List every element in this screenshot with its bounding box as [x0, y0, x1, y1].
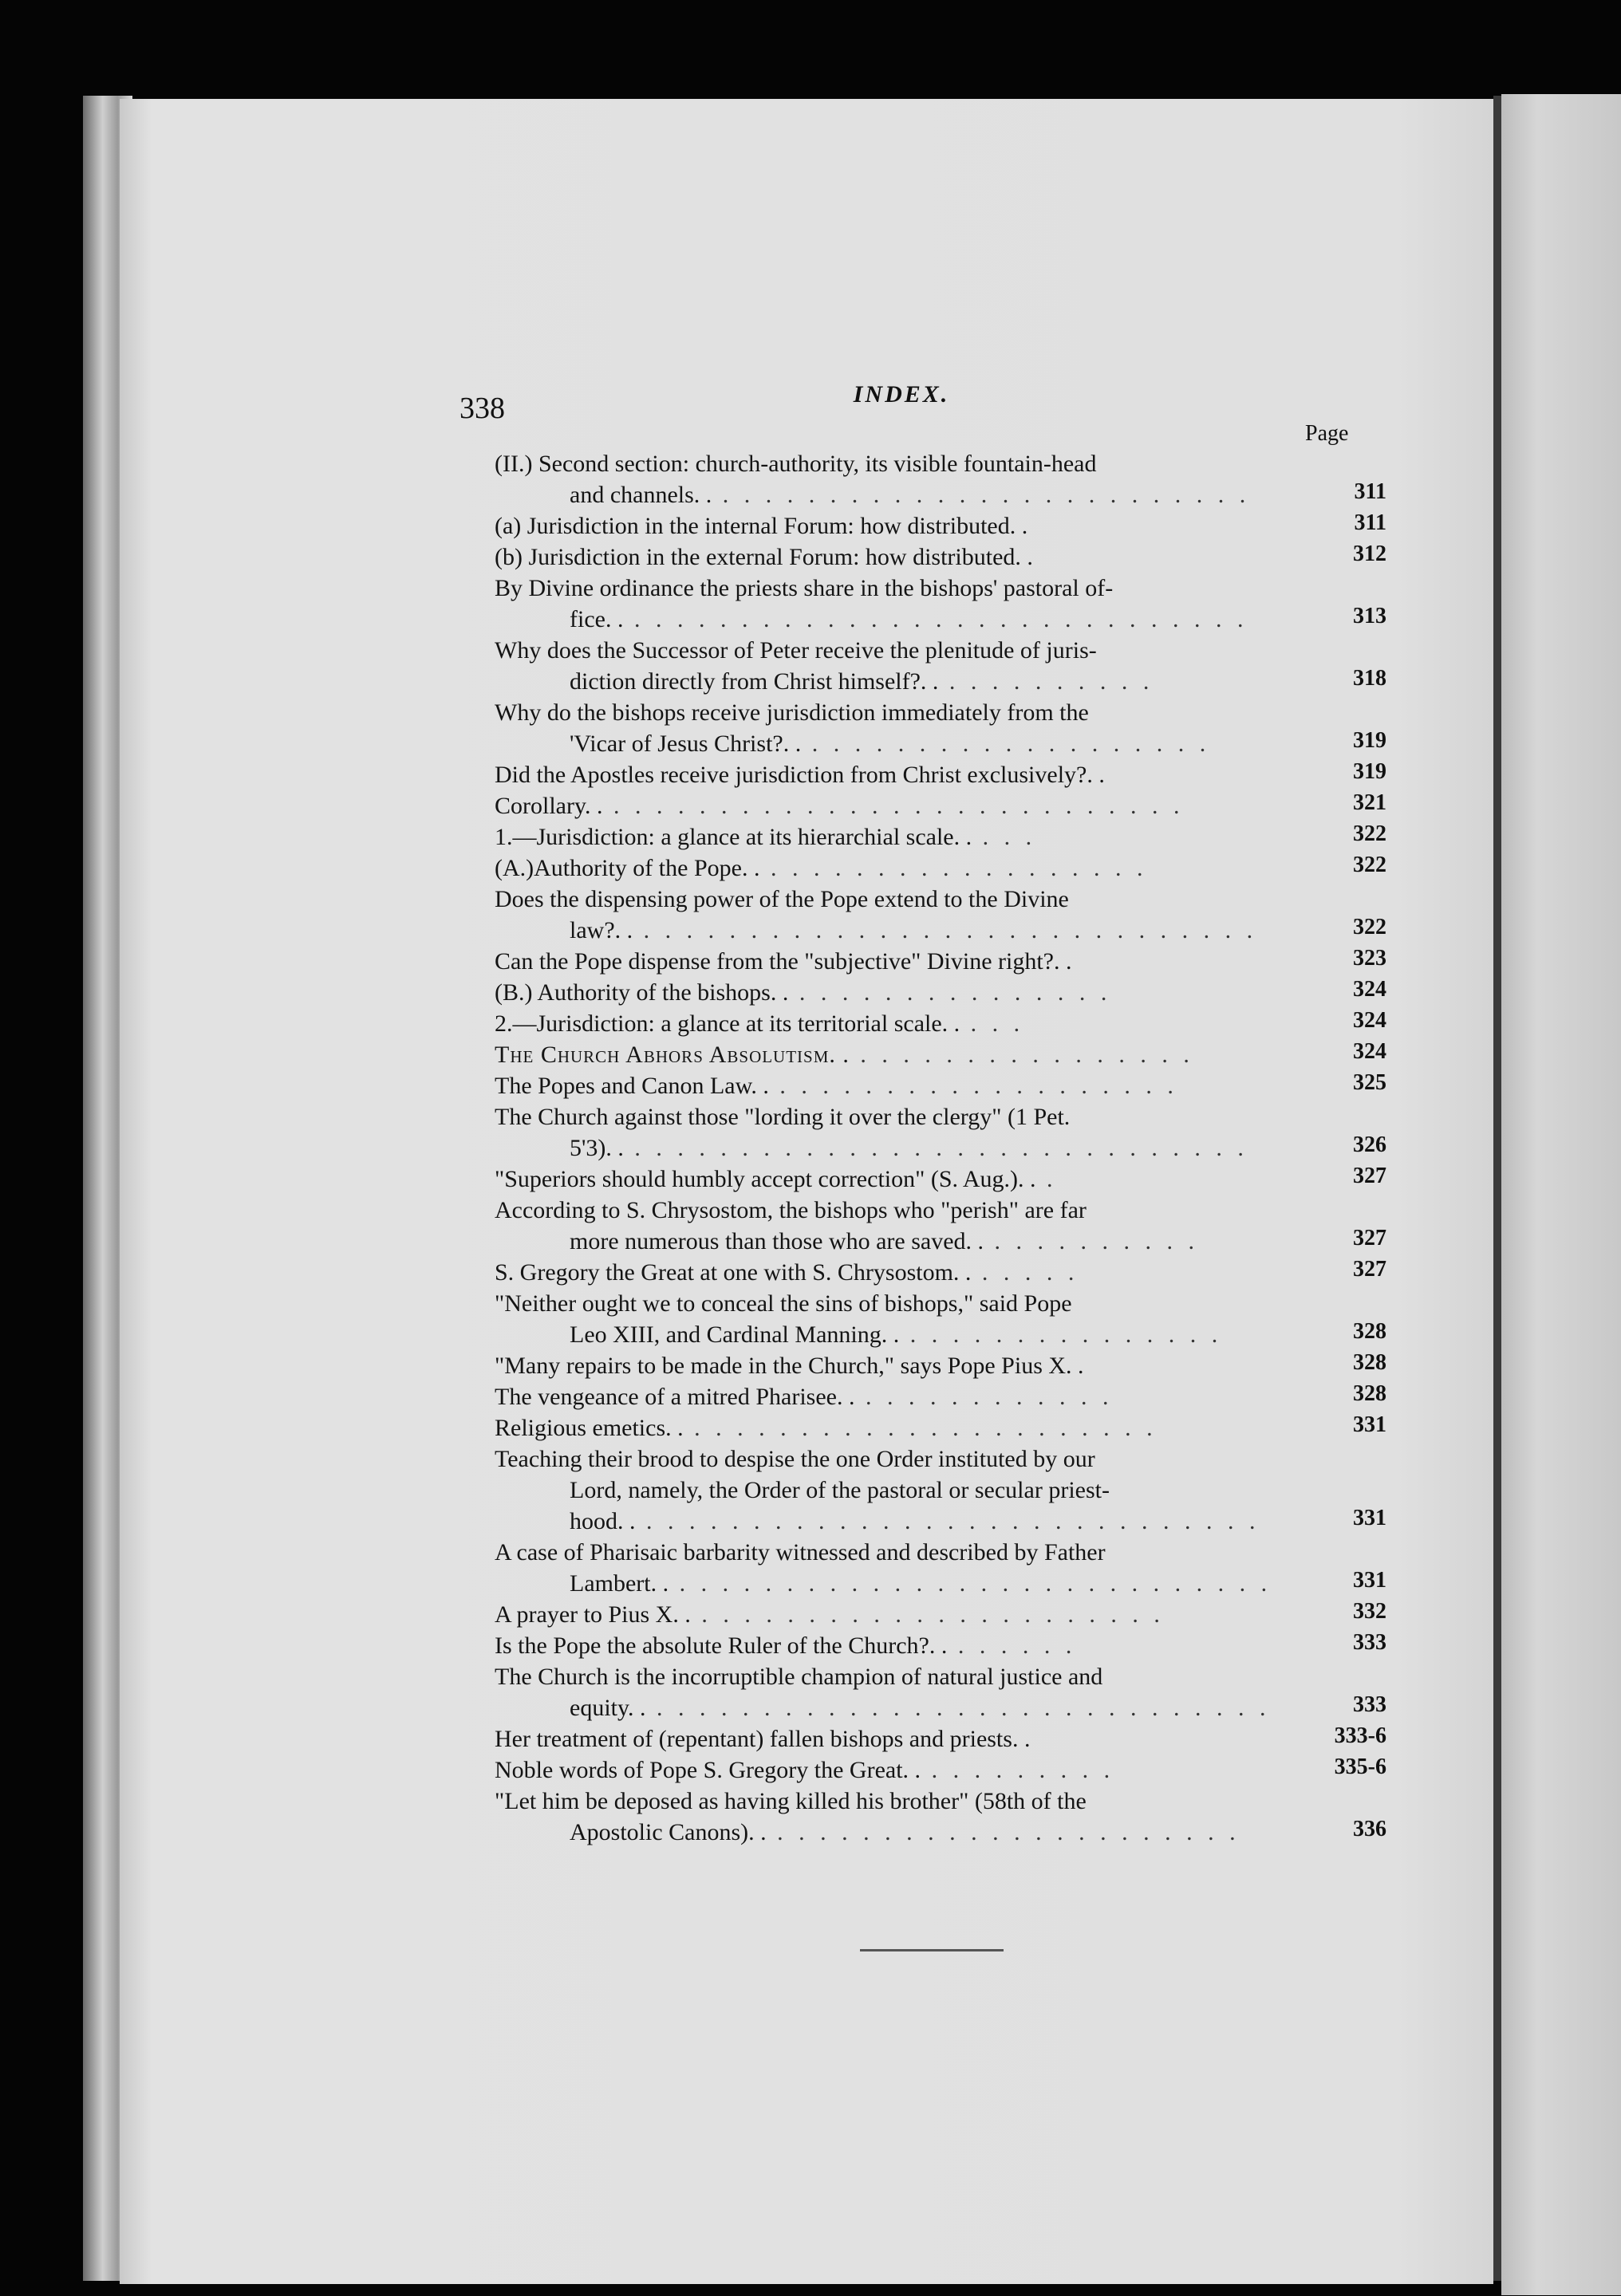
running-head: INDEX. — [853, 381, 950, 408]
index-entry — [495, 542, 1388, 573]
entry-page-number: 319 — [1353, 728, 1386, 753]
index-entry — [495, 1350, 1388, 1381]
page-column-label: Page — [1305, 421, 1349, 446]
entry-title: Why does the Successor of Peter receive the plenitude of juris- — [495, 637, 1097, 664]
entry-page-number: 324 — [1353, 1008, 1386, 1033]
entry-title: Does the dispensing power of the Pope extend to the Divine — [495, 886, 1069, 912]
dot-leader: . . . . . . . . . . . . — [854, 1384, 1114, 1410]
index-entries — [495, 448, 1388, 1848]
entry-title: "Let him be deposed as having killed his brother" (58th of the — [495, 1788, 1087, 1814]
entry-title: "Superiors should humbly accept correction" (S. Aug.). . . — [495, 1166, 1058, 1192]
entry-title: The Church against those "lording it over the clergy" (1 Pet. — [495, 1104, 1071, 1130]
index-entry — [495, 1537, 1388, 1599]
index-entry — [495, 1257, 1388, 1288]
dot-leader: . . . . . . . . . . — [938, 668, 1154, 695]
index-entry — [495, 635, 1388, 697]
entry-continuation: 'Vicar of Jesus Christ?. . . . . . . . . . . . . . . . . . . . . — [570, 731, 1211, 757]
index-entry — [495, 1039, 1388, 1070]
index-entry — [495, 1599, 1388, 1630]
entry-page-number: 327 — [1353, 1164, 1386, 1188]
entry-page-number: 324 — [1353, 977, 1386, 1002]
entry-page-number: 311 — [1354, 510, 1386, 535]
end-rule — [860, 1949, 1004, 1951]
entry-page-number: 312 — [1353, 542, 1386, 566]
entry-title: By Divine ordinance the priests share in the bishops' pastoral of- — [495, 575, 1114, 601]
index-entry — [495, 884, 1388, 946]
index-entry — [495, 1101, 1388, 1164]
entry-page-number: 328 — [1353, 1319, 1386, 1344]
dot-leader: . . . . . . . . . . — [984, 1228, 1200, 1254]
entry-title: Why do the bishops receive jurisdiction immediately from the — [495, 699, 1089, 726]
entry-page-number: 327 — [1353, 1257, 1386, 1282]
index-entry — [495, 1288, 1388, 1350]
entry-page-number: 325 — [1353, 1070, 1386, 1095]
entry-title: Teaching their brood to despise the one Order instituted by our — [495, 1446, 1095, 1472]
entry-title: The Church is the incorruptible champion of natural justice and — [495, 1664, 1103, 1690]
dot-leader: . . . . . . . . . . . . . . . . — [849, 1042, 1194, 1068]
entry-continuation: Lord, namely, the Order of the pastoral or secular priest- — [570, 1477, 1110, 1503]
entry-page-number: 336 — [1353, 1817, 1386, 1841]
entry-continuation: equity. . . . . . . . . . . . . . . . . . . . . . . . . . . . . . . — [570, 1695, 1271, 1721]
dot-leader: . . . . . . . . . . . . . . . . . . . . . . . . . . . . . — [635, 1508, 1260, 1534]
index-entry — [495, 1723, 1388, 1754]
entry-title: The vengeance of a mitred Pharisee. . . . . . . . . . . . . . — [495, 1384, 1114, 1410]
entry-page-number: 333-6 — [1334, 1723, 1386, 1748]
index-entry — [495, 510, 1388, 542]
dot-leader: . . . . . . . . . . . . . . . . . . . . . . — [690, 1601, 1165, 1628]
entry-page-number: 322 — [1353, 853, 1386, 877]
index-entry — [495, 821, 1388, 853]
entry-page-number: 324 — [1353, 1039, 1386, 1064]
index-entry — [495, 1412, 1388, 1443]
entry-title: "Neither ought we to conceal the sins of bishops," said Pope — [495, 1290, 1072, 1317]
dot-leader: . . . . . . . . . . . . . . . . . . . . . . . . . . . . — [669, 1570, 1272, 1597]
entry-continuation: diction directly from Christ himself?. . . . . . . . . . . . — [570, 668, 1154, 695]
entry-continuation: more numerous than those who are saved. . . . . . . . . . . . — [570, 1228, 1200, 1254]
index-entry — [495, 759, 1388, 790]
index-entry — [495, 1630, 1388, 1661]
entry-page-number: 333 — [1353, 1692, 1386, 1717]
entry-continuation: Apostolic Canons). . . . . . . . . . . . . . . . . . . . . . . . — [570, 1819, 1240, 1845]
adjacent-page-edge — [1501, 94, 1621, 2295]
dot-leader: . . . . . . . . . . . . . . . . . . . — [801, 731, 1211, 757]
index-entry — [495, 853, 1388, 884]
entry-title: S. Gregory the Great at one with S. Chrysostom. . . . . . . — [495, 1259, 1079, 1286]
dot-leader: . . . . . . — [947, 1632, 1077, 1659]
entry-title: The Popes and Canon Law. . . . . . . . . . . . . . . . . . . . . — [495, 1073, 1178, 1099]
dot-leader: . . . . . . . . . . . . . . . . . . . . . . — [683, 1415, 1158, 1441]
index-entry — [495, 946, 1388, 977]
entry-page-number: 322 — [1353, 821, 1386, 846]
entry-page-number: 326 — [1353, 1132, 1386, 1157]
entry-continuation: hood. . . . . . . . . . . . . . . . . . . . . . . . . . . . . . . — [570, 1508, 1260, 1534]
entry-page-number: 313 — [1353, 604, 1386, 628]
dot-leader: . . . . . . . . . . . . . . . . . . . . . . . . . . . . . — [645, 1695, 1271, 1721]
entry-continuation: and channels. . . . . . . . . . . . . . . . . . . . . . . . . . . — [570, 482, 1251, 508]
dot-leader: . . . . . . . . . . . . . . . — [899, 1321, 1223, 1348]
entry-title: (a) Jurisdiction in the internal Forum: how distributed. . — [495, 513, 1028, 539]
index-entry — [495, 1164, 1388, 1195]
index-entry — [495, 1070, 1388, 1101]
page-number: 338 — [459, 392, 505, 425]
entry-page-number: 319 — [1353, 759, 1386, 784]
entry-page-number: 322 — [1353, 915, 1386, 939]
entry-page-number: 311 — [1354, 479, 1386, 504]
dot-leader: . . . . . . . . . . . . . . . . . . . . . . . . . . . . . — [623, 1135, 1248, 1161]
entry-page-number: 332 — [1353, 1599, 1386, 1624]
index-entry — [495, 1754, 1388, 1786]
entry-title: (II.) Second section: church-authority, its visible fountain-head — [495, 451, 1097, 477]
index-entry — [495, 790, 1388, 821]
entry-title: A prayer to Pius X. . . . . . . . . . . . . . . . . . . . . . . . — [495, 1601, 1165, 1628]
entry-page-number: 331 — [1353, 1568, 1386, 1593]
entry-page-number: 335-6 — [1334, 1754, 1386, 1779]
entry-continuation: law?. . . . . . . . . . . . . . . . . . . . . . . . . . . . . . . — [570, 917, 1258, 943]
index-entry — [495, 448, 1388, 510]
dot-leader: . . . . . . . . . . . . . . . . . . . . . . . . . . . — [602, 793, 1185, 819]
entry-page-number: 331 — [1353, 1506, 1386, 1530]
entry-title: Religious emetics. . . . . . . . . . . . . . . . . . . . . . . . — [495, 1415, 1158, 1441]
dot-leader: . . . . . . . . . . . . . . . . . . . . . . — [766, 1819, 1240, 1845]
entry-title: Her treatment of (repentant) fallen bishops and priests. . — [495, 1726, 1031, 1752]
index-entry — [495, 1443, 1388, 1537]
entry-title: (B.) Authority of the bishops. . . . . . . . . . . . . . . . . — [495, 979, 1112, 1006]
dot-leader: . . . . . . . . . . . . . . . — [788, 979, 1112, 1006]
dot-leader: . . . . . . . . . . . . . . . . . . . . . . . . . — [712, 482, 1251, 508]
entry-title: Can the Pope dispense from the "subjective" Divine right?. . — [495, 948, 1072, 975]
entry-page-number: 333 — [1353, 1630, 1386, 1655]
dot-leader: . . . . . . . . . . . . . . . . . . — [759, 855, 1148, 881]
dot-leader: . . . . . . . . . . . . . . . . . . . . . . . . . . . . . — [623, 606, 1248, 632]
entry-title: "Many repairs to be made in the Church," says Pope Pius X. . — [495, 1353, 1084, 1379]
entry-page-number: 327 — [1353, 1226, 1386, 1250]
entry-title: 1.—Jurisdiction: a glance at its hierarchial scale. . . . . — [495, 824, 1037, 850]
dot-leader: . . . . . . . . . . . . . . . . . . . . . . . . . . . . . — [633, 917, 1258, 943]
entry-page-number: 321 — [1353, 790, 1386, 815]
entry-page-number: 323 — [1353, 946, 1386, 971]
entry-page-number: 328 — [1353, 1381, 1386, 1406]
index-entry — [495, 1195, 1388, 1257]
entry-continuation: 5'3). . . . . . . . . . . . . . . . . . . . . . . . . . . . . . . — [570, 1135, 1248, 1161]
index-entry — [495, 1008, 1388, 1039]
entry-title: Corollary. . . . . . . . . . . . . . . . . . . . . . . . . . . . . — [495, 793, 1185, 819]
index-entry — [495, 573, 1388, 635]
entry-title: 2.—Jurisdiction: a glance at its territorial scale. . . . . — [495, 1010, 1025, 1037]
index-entry — [495, 1661, 1388, 1723]
dot-leader: . . . — [960, 1010, 1025, 1037]
page-gutter — [1493, 96, 1501, 2281]
entry-page-number: 331 — [1353, 1412, 1386, 1437]
entry-page-number: 318 — [1353, 666, 1386, 691]
entry-page-number: 328 — [1353, 1350, 1386, 1375]
dot-leader: . . . . . — [971, 1259, 1079, 1286]
dot-leader: . . . . . . . . . — [921, 1757, 1115, 1783]
index-entry — [495, 697, 1388, 759]
entry-continuation: Leo XIII, and Cardinal Manning. . . . . . . . . . . . . . . . . — [570, 1321, 1223, 1348]
entry-continuation: Lambert. . . . . . . . . . . . . . . . . . . . . . . . . . . . . . — [570, 1570, 1272, 1597]
entry-title: Is the Pope the absolute Ruler of the Church?. . . . . . . . — [495, 1632, 1077, 1659]
dot-leader: . — [1035, 1166, 1058, 1192]
entry-title: Did the Apostles receive jurisdiction from Christ exclusively?. . — [495, 762, 1105, 788]
index-entry — [495, 1786, 1388, 1848]
dot-leader: . . . — [972, 824, 1037, 850]
index-entry — [495, 1381, 1388, 1412]
entry-title: According to S. Chrysostom, the bishops who "perish" are far — [495, 1197, 1087, 1223]
entry-continuation: fice. . . . . . . . . . . . . . . . . . . . . . . . . . . . . . . — [570, 606, 1248, 632]
dot-leader: . . . . . . . . . . . . . . . . . . . — [768, 1073, 1178, 1099]
entry-title: (A.)Authority of the Pope. . . . . . . . . . . . . . . . . . . . — [495, 855, 1148, 881]
index-entry — [495, 977, 1388, 1008]
entry-title: The Church Abhors Absolutism. . . . . . . . . . . . . . . . . . — [495, 1042, 1194, 1068]
entry-title: (b) Jurisdiction in the external Forum: how distributed. . — [495, 544, 1033, 570]
entry-title: A case of Pharisaic barbarity witnessed and described by Father — [495, 1539, 1106, 1565]
entry-title: Noble words of Pope S. Gregory the Great. . . . . . . . . . . — [495, 1757, 1115, 1783]
